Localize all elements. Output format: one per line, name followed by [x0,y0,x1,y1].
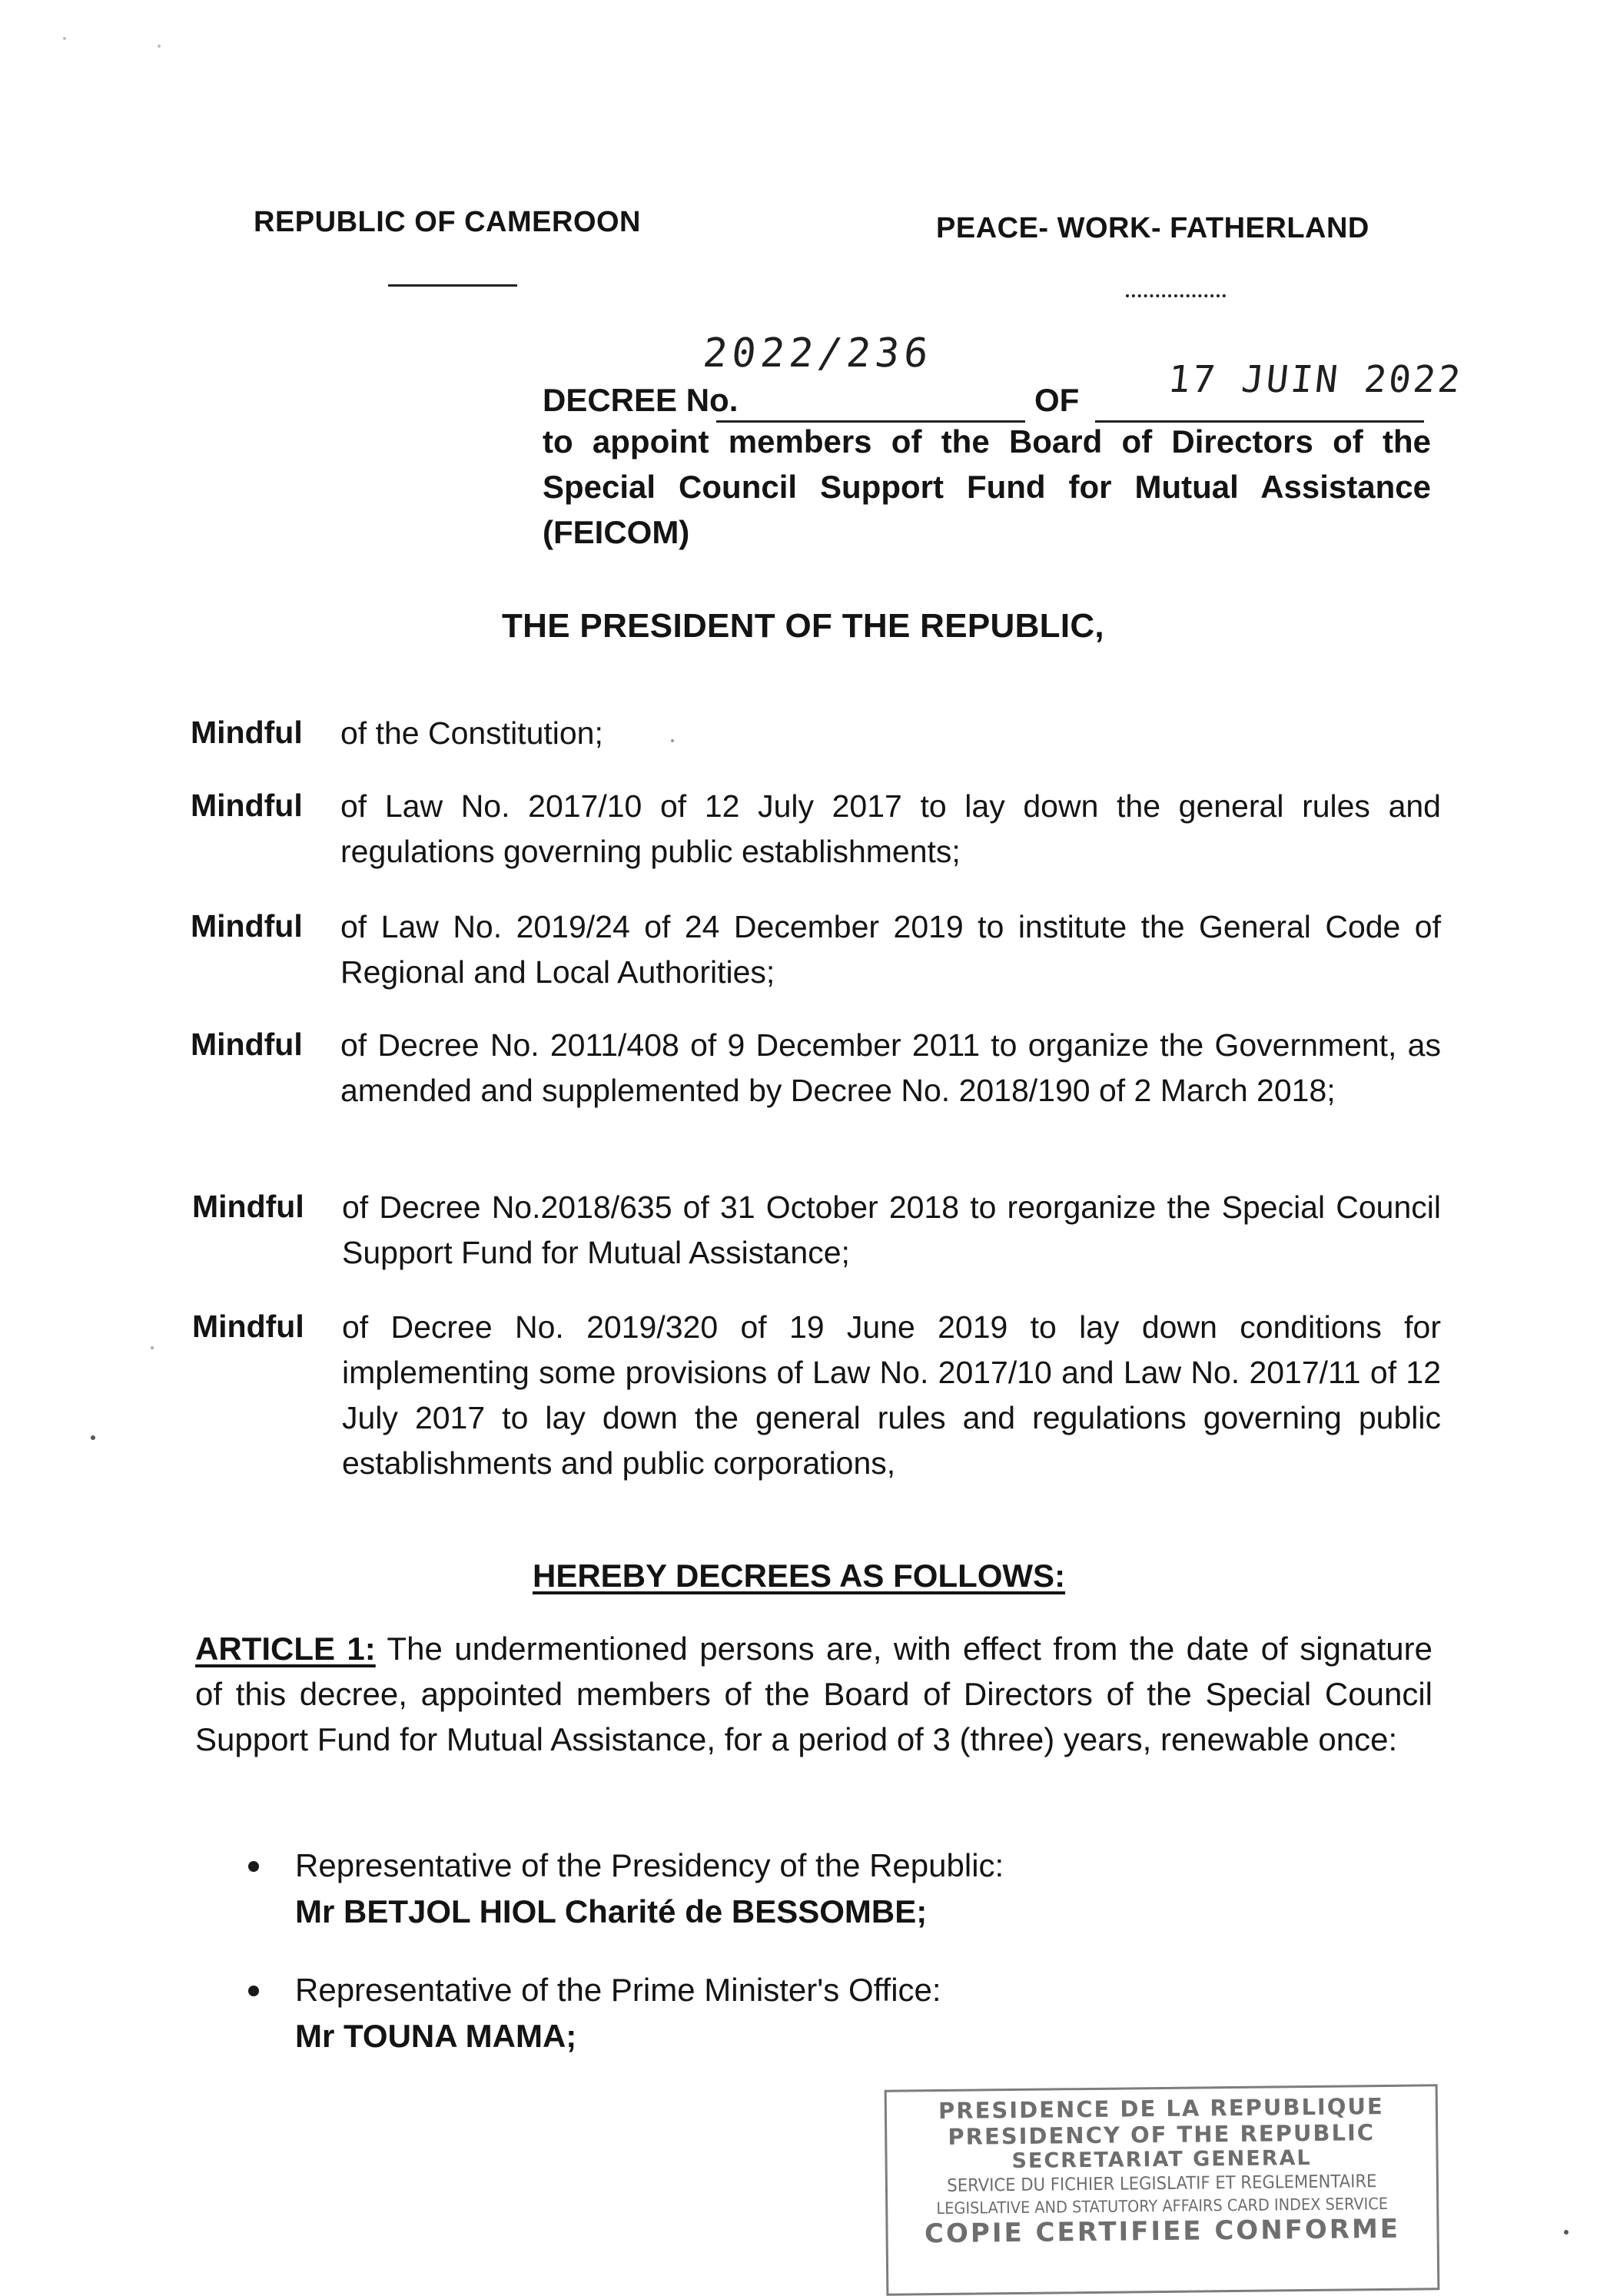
mindful-label-4: Mindful [191,1027,303,1062]
decree-title: to appoint members of the Board of Directors of the Special Council Support Fund for Mutual Assistance (FEICOM) [543,423,1431,550]
header-left-rule [388,284,517,287]
scan-speck [151,1346,154,1349]
president-heading: THE PRESIDENT OF THE REPUBLIC, [502,607,1104,645]
header-right-rule [1126,294,1226,297]
stamp-line-2: PRESIDENCY OF THE REPUBLIC [948,2119,1376,2150]
scan-speck [158,45,161,48]
handwritten-decree-date: 17 JUIN 2022 [1166,358,1465,401]
stamp-line-3: SECRETARIAT GENERAL [1011,2145,1312,2174]
mindful-text-6: of Decree No. 2019/320 of 19 June 2019 to lay down conditions for implementing some provisions of Law No. 2017/10 and Law No. 2017/11 of 12 July 2017 to lay down the general rules and regulations governing public establishments and public corporations, [342,1309,1441,1481]
article-1-label: ARTICLE 1: [195,1631,376,1667]
header-left: REPUBLIC OF CAMEROON [254,206,641,238]
stamp-line-6: COPIE CERTIFIEE CONFORME [924,2213,1401,2250]
decree-of-label: OF [1034,382,1080,418]
decree-no-label: DECREE No. [543,382,739,418]
representative-role-1: Representative of the Presidency of the Republic: [295,1847,1004,1883]
mindful-label-1: Mindful [191,715,303,750]
scan-speck [671,739,674,742]
mindful-text-2: of Law No. 2017/10 of 12 July 2017 to lay down the general rules and regulations governing public establishments; [340,788,1441,869]
stamp-line-4: SERVICE DU FICHIER LEGISLATIF ET REGLEMENTAIRE [947,2172,1377,2196]
representative-role-2: Representative of the Prime Minister's Office: [295,1972,941,2008]
decrees-heading: HEREBY DECREES AS FOLLOWS: [533,1558,1066,1594]
mindful-label-6: Mindful [192,1309,304,1344]
certification-stamp [885,2084,1440,2296]
mindful-text-5: of Decree No.2018/635 of 31 October 2018 to reorganize the Special Council Support Fund for Mutual Assistance; [342,1189,1441,1270]
handwritten-decree-number: 2022/236 [700,330,935,377]
mindful-label-3: Mindful [191,908,303,944]
scan-speck [1564,2230,1569,2235]
representative-name-1: Mr BETJOL HIOL Charité de BESSOMBE; [295,1893,928,1929]
mindful-label-2: Mindful [191,788,303,823]
scan-speck [91,1435,95,1440]
mindful-text-1: of the Constitution; [340,715,603,751]
bullet-1 [248,1861,259,1872]
bullet-2 [248,1986,259,1996]
mindful-label-5: Mindful [192,1189,304,1224]
stamp-line-1: PRESIDENCE DE LA REPUBLIQUE [938,2092,1384,2125]
article-1 [195,1626,1432,1762]
mindful-text-4: of Decree No. 2011/408 of 9 December 2011 to organize the Government, as amended and supplemented by Decree No. 2018/190 of 2 March 2018; [340,1027,1441,1108]
header-right: PEACE- WORK- FATHERLAND [936,212,1369,244]
mindful-text-3: of Law No. 2019/24 of 24 December 2019 to institute the General Code of Regional and Local Authorities; [340,909,1441,990]
scan-speck [63,37,66,40]
representative-name-2: Mr TOUNA MAMA; [295,2018,577,2054]
stamp-line-5: LEGISLATIVE AND STATUTORY AFFAIRS CARD INDEX SERVICE [936,2194,1389,2218]
article-1-text: The undermentioned persons are, with effect from the date of signature of this decree, appointed members of the Board of Directors of the Special Council Support Fund for Mutual Assistance, for a period of 3 (three) years, renewable once: [195,1631,1432,1757]
